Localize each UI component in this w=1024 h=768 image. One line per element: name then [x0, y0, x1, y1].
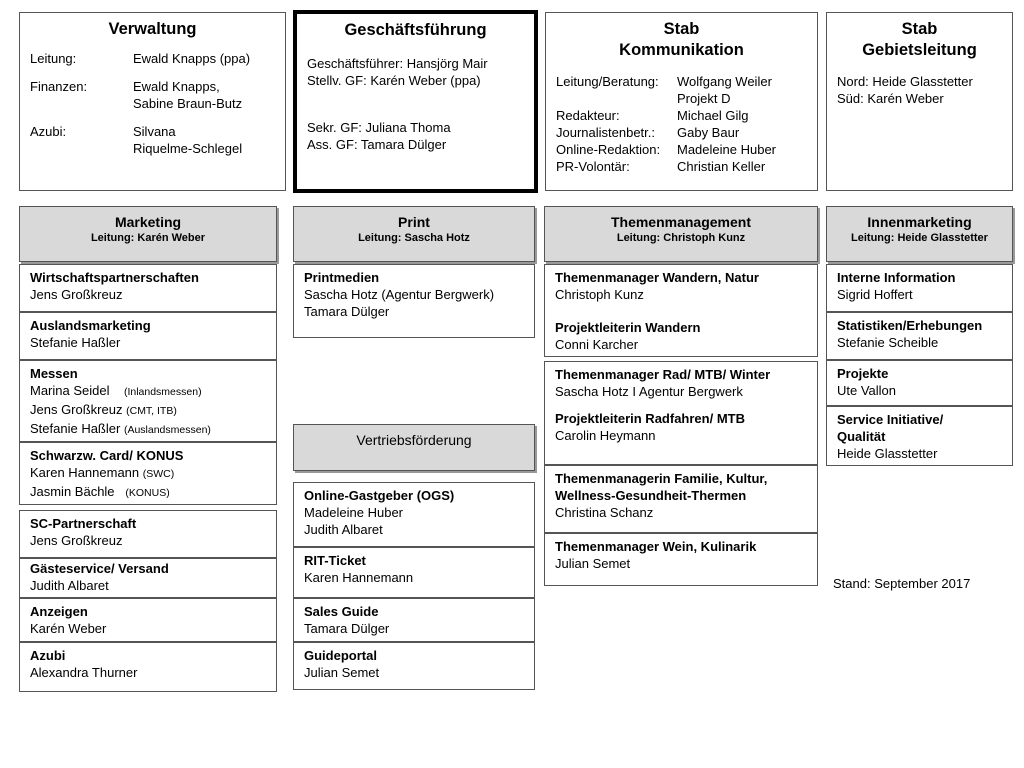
stand-date: Stand: September 2017 — [833, 576, 971, 591]
unit-name: Interne Information — [837, 270, 956, 285]
gf-line: Geschäftsführer: Hansjörg Mair — [307, 56, 488, 71]
unit-name: Service Initiative/ — [837, 412, 944, 427]
row-key: Azubi: — [30, 124, 67, 139]
unit-projekte — [826, 360, 1013, 406]
unit-name: Auslandsmarketing — [30, 318, 151, 333]
row-value: Wolfgang Weiler — [677, 74, 772, 89]
kommunikation-row — [556, 73, 817, 90]
stab-kommunikation-title-1: Stab — [663, 20, 700, 38]
header-marketing — [19, 206, 277, 262]
unit-name: Statistiken/Erhebungen — [837, 318, 983, 333]
header-innenmarketing — [826, 206, 1013, 262]
header-title: Marketing — [114, 214, 182, 230]
unit-name: Themenmanagerin Familie, Kultur, — [555, 471, 768, 486]
box-stab-kommunikation — [545, 12, 818, 191]
unit-auslandsmarketing — [19, 312, 277, 360]
unit-azubi — [19, 642, 277, 692]
unit-person: Tamara Dülger — [304, 304, 390, 319]
unit-person: Alexandra Thurner — [30, 665, 138, 680]
row-key — [30, 95, 133, 112]
unit-name: RIT-Ticket — [304, 553, 366, 568]
unit-person: Julian Semet — [304, 665, 380, 680]
unit-person-line — [30, 464, 276, 483]
unit-messen — [19, 360, 277, 442]
unit-person: Karén Weber — [30, 621, 107, 636]
unit-wein-kulinarik — [544, 533, 818, 586]
row-value: Gaby Baur — [677, 125, 740, 140]
unit-name: Wirtschaftspartnerschaften — [30, 270, 199, 285]
box-geschaeftsfuehrung — [293, 10, 538, 193]
unit-name: Gästeservice/ Versand — [30, 561, 169, 576]
box-verwaltung — [19, 12, 286, 191]
kommunikation-row — [556, 90, 817, 107]
unit-name: Projektleiterin Wandern — [555, 320, 701, 335]
header-title: Print — [398, 214, 430, 230]
verwaltung-title: Verwaltung — [108, 20, 197, 38]
unit-person: Judith Albaret — [304, 522, 383, 537]
verwaltung-row — [30, 123, 285, 140]
gf-line: Stellv. GF: Karén Weber (ppa) — [307, 73, 481, 88]
unit-person: Ute Vallon — [837, 383, 897, 398]
unit-name: Azubi — [30, 648, 66, 663]
unit-person: Christoph Kunz — [555, 287, 644, 302]
unit-schwarzw-card — [19, 442, 277, 505]
header-vertriebsfoerderung — [293, 424, 535, 471]
row-key: PR-Volontär: — [556, 159, 630, 174]
verwaltung-row — [30, 95, 285, 112]
header-subtitle: Leitung: Karén Weber — [90, 232, 206, 244]
unit-name: SC-Partnerschaft — [30, 516, 137, 531]
gf-line: Sekr. GF: Juliana Thoma — [307, 120, 451, 135]
unit-person-line — [30, 382, 276, 401]
unit-person: Marina Seidel — [30, 383, 110, 398]
unit-person-line — [30, 483, 276, 502]
row-key: Leitung/Beratung: — [556, 74, 659, 89]
unit-name: Printmedien — [304, 270, 380, 285]
header-themenmanagement — [544, 206, 818, 262]
unit-person: Judith Albaret — [30, 578, 109, 593]
stab-kommunikation-title-2: Kommunikation — [619, 41, 744, 59]
unit-person: Stefanie Scheible — [837, 335, 939, 350]
unit-statistiken — [826, 312, 1013, 360]
stab-gebietsleitung-title-2: Gebietsleitung — [862, 41, 977, 59]
unit-sc-partnerschaft — [19, 510, 277, 558]
unit-person: Jens Großkreuz — [30, 287, 123, 302]
header-title: Vertriebsförderung — [356, 432, 472, 448]
row-value: Ewald Knapps (ppa) — [133, 51, 251, 66]
row-value: Christian Keller — [677, 159, 766, 174]
unit-online-gastgeber — [293, 482, 535, 547]
unit-familie-kultur — [544, 465, 818, 533]
unit-name: Guideportal — [304, 648, 377, 663]
row-value: Madeleine Huber — [677, 142, 777, 157]
verwaltung-row — [30, 78, 285, 95]
header-print — [293, 206, 535, 262]
header-subtitle: Leitung: Heide Glasstetter — [851, 232, 988, 244]
verwaltung-row — [30, 50, 285, 67]
row-key — [30, 140, 133, 157]
unit-person: Christina Schanz — [555, 505, 654, 520]
unit-service-initiative — [826, 406, 1013, 466]
row-value: Riquelme-Schlegel — [133, 141, 243, 156]
unit-name: Online-Gastgeber (OGS) — [304, 488, 455, 503]
row-value: Silvana — [133, 124, 176, 139]
header-title: Themenmanagement — [610, 214, 752, 230]
unit-person: Jasmin Bächle — [30, 484, 115, 499]
unit-name: Projektleiterin Radfahren/ MTB — [555, 411, 745, 426]
verwaltung-row — [30, 140, 285, 157]
unit-name-cont: Qualität — [837, 429, 886, 444]
unit-name: Themenmanager Rad/ MTB/ Winter — [555, 367, 771, 382]
unit-name: Sales Guide — [304, 604, 379, 619]
row-value: Michael Gilg — [677, 108, 749, 123]
row-key: Online-Redaktion: — [556, 142, 661, 157]
header-subtitle: Leitung: Christoph Kunz — [616, 232, 746, 244]
unit-name: Themenmanager Wein, Kulinarik — [555, 539, 757, 554]
unit-name: Messen — [30, 366, 78, 381]
unit-person: Conni Karcher — [555, 337, 639, 352]
gebietsleitung-line: Nord: Heide Glasstetter — [837, 74, 973, 89]
stab-gebietsleitung-title-1: Stab — [901, 20, 938, 38]
unit-anzeigen — [19, 598, 277, 642]
row-key: Leitung: — [30, 51, 77, 66]
row-value: Projekt D — [677, 91, 731, 106]
box-stab-gebietsleitung — [826, 12, 1013, 191]
unit-name: Themenmanager Wandern, Natur — [555, 270, 759, 285]
unit-person: Carolin Heymann — [555, 428, 656, 443]
unit-name: Anzeigen — [30, 604, 88, 619]
unit-person: Tamara Dülger — [304, 621, 390, 636]
unit-person: Sigrid Hoffert — [837, 287, 913, 302]
unit-person: Heide Glasstetter — [837, 446, 938, 461]
unit-wandern-natur — [544, 264, 818, 357]
unit-interne-information — [826, 264, 1013, 312]
unit-sales-guide — [293, 598, 535, 642]
unit-name-cont: Wellness-Gesundheit-Thermen — [555, 488, 747, 503]
unit-gaesteservice — [19, 558, 277, 598]
unit-rit-ticket — [293, 547, 535, 598]
header-subtitle: Leitung: Sascha Hotz — [358, 232, 470, 244]
kommunikation-row — [556, 107, 817, 124]
unit-person: Karen Hannemann — [304, 570, 414, 585]
unit-name: Projekte — [837, 366, 889, 381]
row-key: Redakteur: — [556, 108, 620, 123]
kommunikation-row — [556, 158, 817, 175]
unit-person: Madeleine Huber — [304, 505, 404, 520]
row-key: Journalistenbetr.: — [556, 125, 656, 140]
unit-wirtschaftspartnerschaften — [19, 264, 277, 312]
unit-person: Jens Großkreuz — [30, 533, 123, 548]
unit-note: (Auslandsmessen) — [123, 424, 211, 436]
row-value: Sabine Braun-Butz — [133, 96, 243, 111]
gebietsleitung-line: Süd: Karén Weber — [837, 91, 944, 106]
geschaeftsfuehrung-title: Geschäftsführung — [344, 21, 487, 39]
unit-note: (CMT, ITB) — [126, 405, 177, 417]
unit-name: Schwarzw. Card/ KONUS — [30, 448, 184, 463]
unit-person: Karen Hannemann — [30, 465, 140, 480]
unit-person-line — [30, 420, 276, 439]
unit-person: Jens Großkreuz — [30, 402, 123, 417]
unit-person: Sascha Hotz (Agentur Bergwerk) — [304, 287, 495, 302]
gf-line: Ass. GF: Tamara Dülger — [307, 137, 447, 152]
header-title: Innenmarketing — [867, 214, 972, 230]
kommunikation-row — [556, 141, 817, 158]
row-key: Finanzen: — [30, 79, 88, 94]
unit-rad-mtb-winter — [544, 361, 818, 465]
unit-note: (SWC) — [142, 468, 175, 480]
unit-person: Julian Semet — [555, 556, 631, 571]
unit-guideportal — [293, 642, 535, 690]
unit-person: Stefanie Haßler — [30, 335, 121, 350]
row-value: Ewald Knapps, — [133, 79, 220, 94]
unit-note: (Inlandsmessen) — [123, 386, 202, 398]
kommunikation-row — [556, 124, 817, 141]
unit-person: Stefanie Haßler — [30, 421, 121, 436]
unit-printmedien — [293, 264, 535, 338]
row-key — [556, 90, 677, 107]
unit-person: Sascha Hotz I Agentur Bergwerk — [555, 384, 743, 399]
unit-note: (KONUS) — [125, 487, 170, 499]
unit-person-line — [30, 401, 276, 420]
